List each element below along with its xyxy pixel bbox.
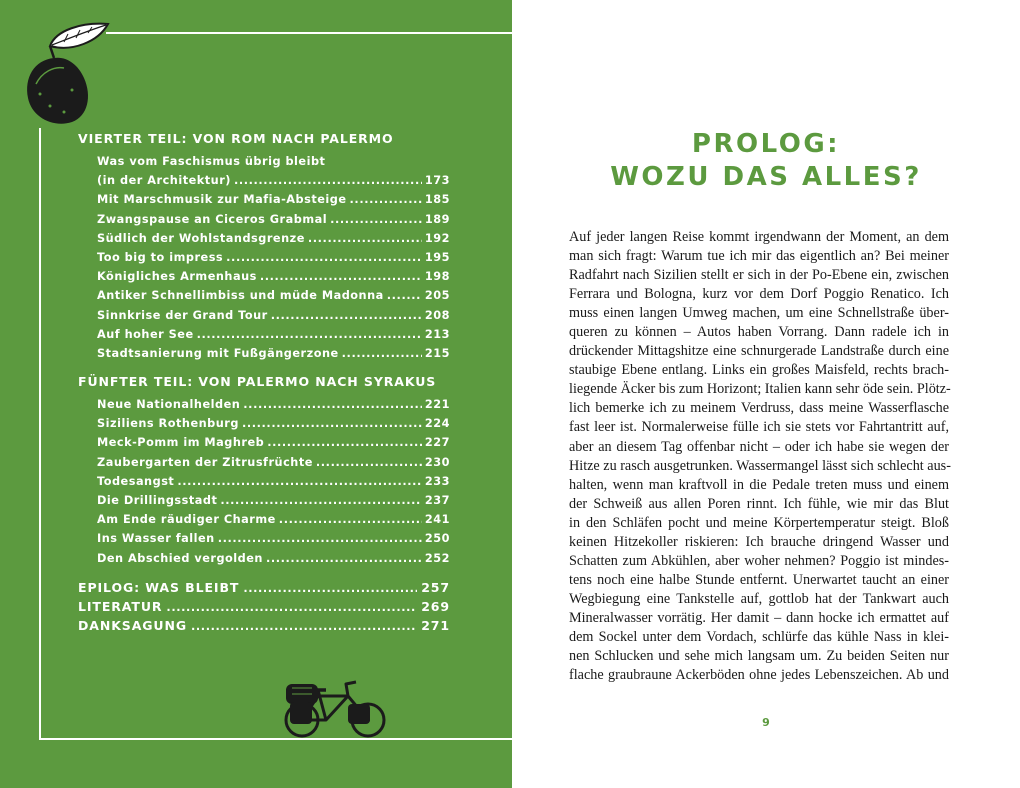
table-of-contents [78, 131, 450, 636]
toc-entry-title: Sinnkrise der Grand Tour [97, 308, 268, 322]
toc-entry-page: 221 [424, 398, 450, 412]
toc-entry-title: Stadtsanierung mit Fußgängerzone [97, 346, 339, 360]
text-line: Hitze zu rasch ausgetrunken. Wassermangel lässt sich schlecht aus- [569, 457, 951, 474]
toc-entry-title: Am Ende räudiger Charme [97, 513, 276, 527]
prolog-body-text [569, 228, 949, 685]
toc-entry [97, 267, 450, 286]
toc-entry-page: 224 [424, 417, 450, 431]
toc-entry-page: 195 [424, 250, 450, 264]
toc-entry [97, 414, 450, 433]
dot-leader [243, 395, 422, 414]
text-line: tens noch eine halbe Stunde entfernt. Unerwartet taucht an einer [569, 571, 949, 588]
right-page-prolog [512, 0, 1020, 788]
dot-leader [279, 510, 422, 529]
text-line: Mineralwasser vorrätig. Her damit – dann hocke ich ermattet auf [569, 609, 949, 626]
dot-leader [271, 306, 422, 325]
frame-line-bottom [39, 738, 512, 740]
toc-entry-page: 237 [424, 494, 450, 507]
toc-entry-page: 215 [424, 346, 450, 360]
toc-entry-title: Meck-Pomm im Maghreb [97, 436, 265, 450]
dot-leader [260, 267, 422, 286]
toc-entry-page: 192 [424, 231, 450, 245]
dot-leader [226, 248, 422, 267]
toc-epilog-entry [78, 578, 450, 597]
dot-leader [234, 171, 422, 190]
toc-entry-page: 227 [424, 436, 450, 450]
text-line: Ferrara und Bologna, kurz vor dem Dorf Poggio Renatico. Ich [569, 286, 949, 303]
toc-entry-page: 271 [421, 618, 450, 634]
text-line: staubige Ebene entlang. Links ein großes Maisfeld, rechts brach- [569, 362, 949, 379]
toc-entry-title: Too big to impress [97, 250, 224, 264]
toc-entry-page: 185 [424, 193, 450, 207]
toc-entry-title: Südlich der Wohlstandsgrenze [97, 231, 305, 245]
dot-leader [197, 325, 422, 344]
toc-entry-page: 189 [424, 212, 450, 226]
text-line: man sich fragt: Warum tue ich mir das eigentlich an? Bei meiner [569, 248, 949, 265]
dot-leader [267, 433, 422, 452]
toc-entry-page: 269 [421, 599, 450, 615]
text-line: aber an diesem Tag offenbar nicht – oder ich habe sie wegen der [569, 438, 949, 455]
toc-entry-title: Königliches Armenhaus [97, 270, 257, 284]
dot-leader [266, 549, 422, 568]
text-line: der Schweiß aus allen Poren rinnt. Ich fühle, wie mir das Blut [569, 495, 949, 512]
toc-entry-title: EPILOG: WAS BLEIBT [78, 579, 240, 595]
prolog-heading-line1: PROLOG: [691, 129, 841, 159]
toc-entry-title: Siziliens Rothenburg [97, 417, 239, 431]
toc-entry-title: Mit Marschmusik zur Mafia-Absteige [97, 193, 347, 207]
toc-entry-title: Den Abschied vergolden [97, 551, 263, 565]
page-number: 9 [762, 716, 770, 729]
toc-entry [97, 472, 450, 491]
toc-entry-title: Ins Wasser fallen [97, 532, 215, 546]
toc-entry-title: Was vom Faschismus übrig bleibt [97, 155, 326, 168]
text-line: in den Schläfen pocht und meine Körpertemperatur steigt. Bloß [569, 514, 949, 531]
toc-entry-page: 252 [424, 551, 450, 565]
toc-entry [97, 248, 450, 267]
dot-leader [166, 598, 417, 617]
toc-danksagung-entry [78, 616, 450, 635]
toc-entry [97, 344, 450, 363]
text-line: queren zu können – Autos haben Vorrang. Dann radele ich in [569, 324, 949, 341]
toc-entry [97, 286, 450, 305]
text-line: halten, wenn man kraftvoll in die Pedale treten muss und einem [569, 476, 949, 493]
dot-leader [218, 529, 422, 548]
toc-entry-page: 205 [424, 289, 450, 303]
toc-entry [97, 510, 450, 529]
toc-entry-page: 198 [424, 270, 450, 284]
toc-entry-page: 241 [424, 513, 450, 527]
dot-leader [387, 286, 422, 305]
text-line: liegende Äcker bis zum Horizont; Italien kann sehr öde sein. Plötz- [569, 381, 951, 398]
dot-leader [177, 472, 422, 491]
toc-entry [97, 229, 450, 248]
text-line: flache graubraune Ackerböden ohne jedes Lebenszeichen. Ab und [569, 667, 949, 684]
dot-leader [308, 229, 422, 248]
text-line: drückender Mittagshitze eine schnurgerade Landstraße durch eine [569, 343, 949, 360]
frame-line-left [39, 128, 41, 740]
text-line: muss einen langen Umweg machen, um eine Schnellstraße über- [569, 305, 949, 322]
toc-entry [97, 325, 450, 344]
text-line: Schatten zum Abkühlen, aber woher nehmen? Poggio ist mindes- [569, 552, 949, 569]
dot-leader [220, 491, 422, 510]
toc-part5-title: FÜNFTER TEIL: VON PALERMO NACH SYRAKUS [78, 374, 437, 390]
toc-entry-title: Antiker Schnellimbiss und müde Madonna [97, 289, 384, 303]
toc-entry-page: 257 [421, 579, 450, 595]
toc-entry [97, 453, 450, 472]
toc-entry [97, 491, 450, 510]
toc-entry-title: Die Drillingsstadt [97, 494, 218, 507]
text-line: keinen Hitzekoller riskieren: Ich brauche dringend Wasser und [569, 533, 949, 550]
toc-entry-page: 213 [424, 327, 450, 341]
toc-entry [97, 549, 450, 568]
toc-entry [97, 529, 450, 548]
toc-entry [97, 171, 450, 190]
dot-leader [316, 453, 422, 472]
bicycle-icon [282, 674, 388, 740]
toc-entry [97, 190, 450, 209]
toc-literatur-entry [78, 597, 450, 616]
toc-part4-entries [97, 152, 450, 363]
dot-leader [330, 210, 422, 229]
toc-entry [97, 210, 450, 229]
dot-leader [242, 414, 422, 433]
text-line: fast leer ist. Normalerweise fülle ich sie stets vor Fahrtantritt auf, [569, 419, 949, 436]
toc-entry-title: LITERATUR [78, 599, 163, 615]
text-line: Auf jeder langen Reise kommt irgendwann der Moment, an dem [569, 229, 949, 245]
text-line: Wegbiegung eine Tankstelle auf, gottlob hat der Tankwart auch [569, 590, 949, 607]
text-line: nen Schlucken und sehe mich langsam um. Zu beiden Seiten nur [569, 648, 949, 665]
text-line: dem Sockel unter dem Vordach, schlürfe das kühle Nass in klei- [569, 628, 949, 645]
toc-part4-title: VIERTER TEIL: VON ROM NACH PALERMO [78, 131, 394, 146]
toc-entry-title: Zaubergarten der Zitrusfrüchte [97, 455, 313, 469]
dot-leader [243, 579, 417, 598]
toc-entry-title: DANKSAGUNG [78, 618, 188, 634]
toc-entry-title: Todesangst [97, 474, 175, 488]
toc-entry [97, 395, 450, 414]
toc-entry-page: 173 [424, 174, 450, 188]
prolog-heading [512, 128, 1020, 194]
dot-leader [191, 617, 417, 636]
frame-line-top [106, 32, 512, 34]
prolog-heading-line2: WOZU DAS ALLES? [610, 162, 922, 192]
dot-leader [342, 344, 422, 363]
toc-entry [97, 306, 450, 325]
toc-entry [97, 433, 450, 452]
text-line: lich bemerke ich zu meinem Verdruss, dass meine Wasserflasche [569, 400, 949, 417]
toc-entry-title: Auf hoher See [97, 327, 194, 341]
toc-entry-page: 208 [424, 308, 450, 322]
toc-entry-title: Zwangspause an Ciceros Grabmal [97, 212, 328, 226]
dot-leader [350, 190, 422, 209]
text-line: Radfahrt nach Sizilien stellt er sich in der Po-Ebene ein, zwischen [569, 267, 949, 284]
toc-entry-page: 230 [424, 455, 450, 469]
toc-part5-entries [97, 395, 450, 568]
toc-entry-page: 250 [424, 532, 450, 546]
toc-entry-title: (in der Architektur) [97, 174, 231, 188]
lemon-icon [20, 18, 116, 130]
toc-entry-page: 233 [424, 474, 450, 488]
toc-entry-title: Neue Nationalhelden [97, 398, 241, 412]
